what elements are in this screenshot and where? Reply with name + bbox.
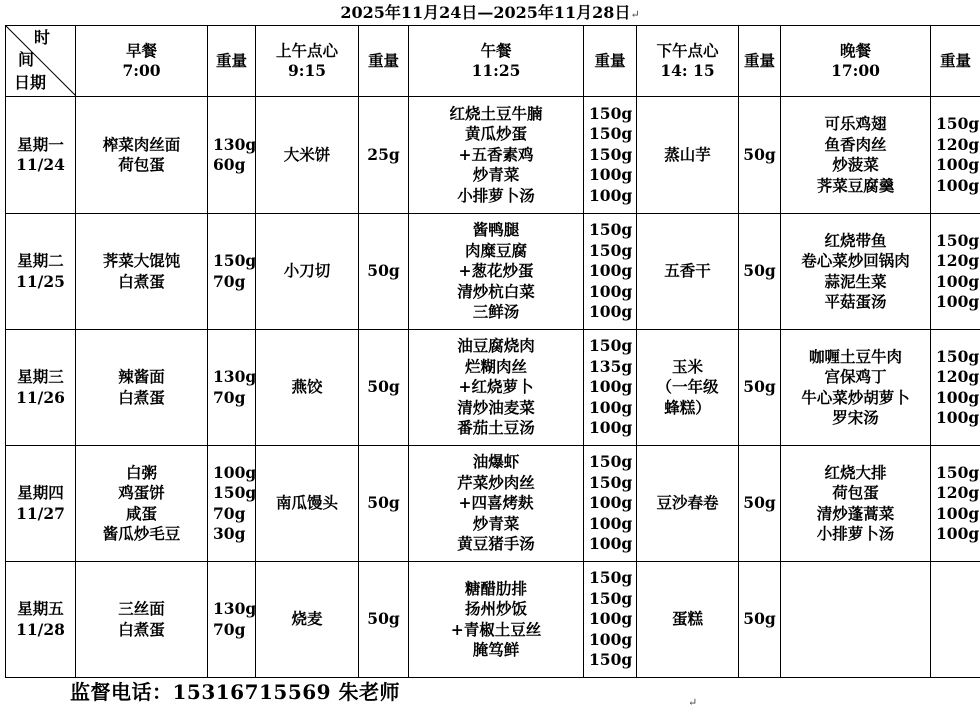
pm-snack-cell bbox=[637, 330, 739, 446]
menu-item: 燕饺 bbox=[291, 377, 323, 397]
weight-value: 30g bbox=[213, 524, 246, 543]
pm-weight-cell bbox=[739, 330, 781, 446]
date-label: 11/28 bbox=[16, 619, 65, 639]
header-dinner: 晚餐 17:00 bbox=[781, 26, 931, 97]
dinner-weight-cell bbox=[931, 97, 980, 214]
weight-value: 130g bbox=[213, 134, 257, 154]
weight-value: 100g bbox=[936, 155, 980, 174]
weight-value: 100g bbox=[589, 165, 633, 185]
corner-time-label: 时 bbox=[34, 28, 51, 47]
lunch-weight-cell bbox=[584, 97, 637, 214]
breakfast-cell bbox=[76, 330, 208, 446]
weight-value: 25g bbox=[367, 144, 400, 164]
am-snack-cell bbox=[256, 214, 359, 330]
weight-value: 130g bbox=[213, 367, 257, 386]
lunch-cell bbox=[409, 214, 584, 330]
menu-item-note: 蜂糕） bbox=[664, 397, 711, 417]
weight-value: 100g bbox=[589, 493, 633, 513]
header-am-snack: 上午点心 9:15 bbox=[256, 26, 359, 97]
corner-date-label: 日期 bbox=[14, 73, 47, 92]
weight-value: 100g bbox=[589, 609, 633, 629]
weight-value: 50g bbox=[367, 377, 400, 397]
breakfast-weight-cell bbox=[208, 214, 256, 330]
weight-value: 150g bbox=[589, 472, 633, 492]
dinner-weight-cell bbox=[931, 446, 980, 562]
weight-value: 150g bbox=[936, 114, 980, 133]
weight-value: 70g bbox=[213, 619, 246, 639]
pm-snack-cell bbox=[637, 446, 739, 562]
menu-item: 荠菜豆腐羹 bbox=[816, 175, 895, 195]
menu-item: 炒青菜 bbox=[472, 165, 520, 185]
weight-value: 150g bbox=[589, 240, 633, 260]
weight-value: 150g bbox=[589, 220, 633, 240]
menu-item: 五香干 bbox=[664, 261, 711, 281]
header-breakfast: 早餐 7:00 bbox=[76, 26, 208, 97]
table-row bbox=[6, 562, 980, 678]
menu-item: 小排萝卜汤 bbox=[457, 185, 535, 205]
am-snack-cell bbox=[256, 562, 359, 678]
dinner-cell bbox=[781, 330, 931, 446]
weight-value: 70g bbox=[213, 387, 246, 407]
weight-value: 150g bbox=[213, 251, 257, 270]
dinner-weight-cell bbox=[931, 562, 980, 678]
date-label: 11/26 bbox=[16, 387, 65, 407]
menu-item: 蒸山芋 bbox=[664, 144, 711, 164]
menu-item: 白煮蛋 bbox=[118, 271, 165, 291]
menu-item: 荷包蛋 bbox=[832, 483, 879, 502]
menu-item: 豆沙春卷 bbox=[656, 493, 719, 513]
weight-value: 100g bbox=[936, 175, 980, 195]
pm-weight-cell bbox=[739, 446, 781, 562]
header-lunch: 午餐 11:25 bbox=[409, 26, 584, 97]
weight-value: 135g bbox=[589, 356, 633, 376]
pm-weight-cell bbox=[739, 562, 781, 678]
weekday-label: 星期三 bbox=[17, 367, 64, 386]
day-cell bbox=[6, 214, 76, 330]
weekday-label: 星期一 bbox=[17, 134, 64, 154]
weight-value: 150g bbox=[936, 462, 980, 482]
breakfast-weight-cell bbox=[208, 330, 256, 446]
dinner-cell bbox=[781, 214, 931, 330]
menu-item: 白煮蛋 bbox=[118, 387, 165, 407]
header-pm-snack: 下午点心 14: 15 bbox=[637, 26, 739, 97]
menu-item: 黄瓜炒蛋 bbox=[464, 124, 527, 144]
lunch-weight-cell bbox=[584, 214, 637, 330]
pm-weight-cell bbox=[739, 97, 781, 214]
menu-item: 三丝面 bbox=[118, 599, 165, 618]
menu-item: 南瓜馒头 bbox=[275, 493, 338, 513]
weight-value: 150g bbox=[589, 588, 633, 608]
weight-value: 150g bbox=[589, 568, 633, 588]
am-snack-cell bbox=[256, 97, 359, 214]
menu-item: 烧麦 bbox=[291, 609, 323, 629]
weekday-label: 星期四 bbox=[17, 483, 64, 502]
menu-item: 鱼香肉丝 bbox=[824, 134, 887, 154]
table-row bbox=[6, 446, 980, 562]
dinner-cell bbox=[781, 446, 931, 562]
menu-item: 平菇蛋汤 bbox=[824, 292, 887, 311]
menu-item: 扬州炒饭 bbox=[464, 599, 527, 618]
menu-item: 炒菠菜 bbox=[832, 155, 879, 174]
breakfast-cell bbox=[76, 446, 208, 562]
weight-value: 100g bbox=[589, 377, 633, 397]
menu-item: 酱鸭腿 bbox=[472, 220, 520, 240]
day-cell bbox=[6, 330, 76, 446]
header-lunch-weight: 重量 bbox=[584, 26, 637, 97]
menu-item: 番茄土豆汤 bbox=[457, 418, 535, 438]
menu-item: 鸡蛋饼 bbox=[118, 483, 165, 502]
menu-item: 烂糊肉丝 bbox=[464, 356, 527, 376]
menu-item: 油爆虾 bbox=[472, 452, 520, 472]
dinner-cell bbox=[781, 97, 931, 214]
dinner-cell bbox=[781, 562, 931, 678]
menu-item: 清炒杭白菜 bbox=[457, 281, 535, 301]
weight-value: 150g bbox=[589, 144, 633, 164]
lunch-weight-cell bbox=[584, 446, 637, 562]
header-pm-weight: 重量 bbox=[739, 26, 781, 97]
menu-item: 辣酱面 bbox=[118, 367, 165, 386]
table-row bbox=[6, 330, 980, 446]
menu-item: 咸蛋 bbox=[125, 503, 157, 523]
menu-item: 清炒油麦菜 bbox=[457, 397, 535, 417]
weight-value: 150g bbox=[936, 230, 980, 250]
day-cell bbox=[6, 97, 76, 214]
menu-item: 宫保鸡丁 bbox=[824, 367, 887, 386]
menu-item: +红烧萝卜 bbox=[458, 377, 534, 397]
corner-cell bbox=[6, 26, 76, 97]
weekly-menu-table bbox=[5, 25, 980, 678]
menu-item: 大米饼 bbox=[283, 144, 331, 164]
weight-value: 120g bbox=[936, 367, 980, 386]
am-snack-cell bbox=[256, 446, 359, 562]
dinner-weight-cell bbox=[931, 330, 980, 446]
menu-item: +四喜烤麸 bbox=[458, 493, 534, 513]
menu-item: 三鲜汤 bbox=[472, 302, 520, 322]
menu-item: 可乐鸡翅 bbox=[824, 114, 887, 133]
day-cell bbox=[6, 562, 76, 678]
menu-item: 炒青菜 bbox=[472, 513, 520, 533]
am-weight-cell bbox=[359, 214, 409, 330]
weight-value: 120g bbox=[936, 134, 980, 154]
menu-item: 红烧带鱼 bbox=[824, 230, 887, 250]
menu-item: 白粥 bbox=[125, 462, 157, 482]
lunch-cell bbox=[409, 330, 584, 446]
menu-item: 糖醋肋排 bbox=[464, 578, 527, 598]
weight-value: 100g bbox=[213, 462, 257, 482]
weight-value: 50g bbox=[743, 493, 776, 513]
weight-value: 100g bbox=[589, 185, 633, 205]
menu-item: +五香素鸡 bbox=[458, 144, 534, 164]
corner-time-label-2: 间 bbox=[18, 50, 35, 69]
weight-value: 150g bbox=[589, 103, 633, 123]
day-cell bbox=[6, 446, 76, 562]
menu-item: 卷心菜炒回锅肉 bbox=[801, 251, 910, 270]
menu-item: 罗宋汤 bbox=[832, 408, 879, 427]
menu-item: 红烧土豆牛腩 bbox=[449, 103, 543, 123]
weekday-label: 星期五 bbox=[17, 599, 64, 618]
weight-value: 50g bbox=[743, 377, 776, 397]
header-breakfast-weight: 重量 bbox=[208, 26, 256, 97]
am-weight-cell bbox=[359, 330, 409, 446]
menu-item: 油豆腐烧肉 bbox=[457, 336, 535, 356]
weight-value: 100g bbox=[936, 387, 980, 407]
weight-value: 100g bbox=[936, 271, 980, 291]
menu-item: +葱花炒蛋 bbox=[458, 261, 534, 281]
weight-value: 50g bbox=[367, 609, 400, 629]
weight-value: 120g bbox=[936, 251, 980, 270]
menu-item-note: （一年级 bbox=[656, 377, 719, 397]
date-label: 11/27 bbox=[16, 503, 65, 523]
weight-value: 100g bbox=[589, 302, 633, 322]
breakfast-weight-cell bbox=[208, 446, 256, 562]
weight-value: 100g bbox=[589, 261, 633, 281]
menu-item: 肉糜豆腐 bbox=[464, 240, 527, 260]
date-label: 11/25 bbox=[16, 271, 65, 291]
menu-item: 牛心菜炒胡萝卜 bbox=[801, 387, 910, 407]
weight-value: 100g bbox=[589, 513, 633, 533]
table-row bbox=[6, 214, 980, 330]
weight-value: 70g bbox=[213, 271, 246, 291]
date-range-title: 2025年11月24日—2025年11月28日↵ bbox=[340, 3, 640, 22]
breakfast-weight-cell bbox=[208, 562, 256, 678]
menu-item: 红烧大排 bbox=[824, 462, 887, 482]
am-weight-cell bbox=[359, 97, 409, 214]
weight-value: 100g bbox=[936, 408, 980, 427]
menu-item: 蒜泥生菜 bbox=[824, 271, 887, 291]
weight-value: 100g bbox=[936, 292, 980, 311]
weight-value: 50g bbox=[367, 493, 400, 513]
paragraph-mark: ↵ bbox=[688, 696, 698, 709]
menu-item: 小刀切 bbox=[283, 261, 331, 281]
menu-item: 白煮蛋 bbox=[118, 619, 165, 639]
pm-weight-cell bbox=[739, 214, 781, 330]
supervisor-phone: 监督电话：15316715569 朱老师 bbox=[70, 680, 401, 704]
weight-value: 100g bbox=[936, 503, 980, 523]
menu-item: 蛋糕 bbox=[671, 609, 703, 629]
menu-item: 黄豆猪手汤 bbox=[457, 534, 535, 554]
weight-value: 50g bbox=[367, 261, 400, 281]
table-row bbox=[6, 97, 980, 214]
menu-item: +青椒土豆丝 bbox=[450, 619, 542, 639]
lunch-weight-cell bbox=[584, 330, 637, 446]
pm-snack-cell bbox=[637, 214, 739, 330]
am-weight-cell bbox=[359, 446, 409, 562]
breakfast-cell bbox=[76, 214, 208, 330]
breakfast-cell bbox=[76, 562, 208, 678]
menu-item: 荠菜大馄饨 bbox=[102, 251, 181, 270]
lunch-cell bbox=[409, 562, 584, 678]
weight-value: 150g bbox=[589, 650, 633, 670]
lunch-weight-cell bbox=[584, 562, 637, 678]
lunch-cell bbox=[409, 97, 584, 214]
weight-value: 100g bbox=[936, 524, 980, 543]
weight-value: 100g bbox=[589, 397, 633, 417]
pm-snack-cell bbox=[637, 562, 739, 678]
menu-item: 荷包蛋 bbox=[118, 155, 165, 174]
lunch-cell bbox=[409, 446, 584, 562]
weight-value: 150g bbox=[936, 346, 980, 366]
weight-value: 50g bbox=[743, 609, 776, 629]
weight-value: 70g bbox=[213, 503, 246, 523]
breakfast-cell bbox=[76, 97, 208, 214]
weight-value: 150g bbox=[213, 483, 257, 502]
weight-value: 50g bbox=[743, 144, 776, 164]
weight-value: 150g bbox=[589, 336, 633, 356]
menu-item: 清炒蓬蒿菜 bbox=[816, 503, 895, 523]
date-label: 11/24 bbox=[16, 155, 65, 174]
weight-value: 100g bbox=[589, 418, 633, 438]
weekday-label: 星期二 bbox=[17, 251, 64, 270]
header-row bbox=[6, 26, 980, 97]
menu-item: 小排萝卜汤 bbox=[816, 524, 895, 543]
dinner-weight-cell bbox=[931, 214, 980, 330]
weight-value: 60g bbox=[213, 155, 246, 174]
weight-value: 120g bbox=[936, 483, 980, 502]
menu-item: 咖喱土豆牛肉 bbox=[808, 346, 902, 366]
header-dinner-weight: 重量 bbox=[931, 26, 980, 97]
pm-snack-cell bbox=[637, 97, 739, 214]
weight-value: 100g bbox=[589, 281, 633, 301]
menu-item: 腌笃鲜 bbox=[472, 640, 520, 659]
menu-item: 榨菜肉丝面 bbox=[102, 134, 181, 154]
weight-value: 130g bbox=[213, 599, 257, 618]
weight-value: 150g bbox=[589, 452, 633, 472]
am-snack-cell bbox=[256, 330, 359, 446]
weight-value: 100g bbox=[589, 534, 633, 554]
menu-item: 玉米 bbox=[671, 356, 703, 376]
weight-value: 150g bbox=[589, 124, 633, 144]
weight-value: 50g bbox=[743, 261, 776, 281]
header-am-weight: 重量 bbox=[359, 26, 409, 97]
am-weight-cell bbox=[359, 562, 409, 678]
breakfast-weight-cell bbox=[208, 97, 256, 214]
menu-item: 酱瓜炒毛豆 bbox=[102, 524, 181, 543]
menu-item: 芹菜炒肉丝 bbox=[457, 472, 535, 492]
weight-value: 100g bbox=[589, 629, 633, 649]
